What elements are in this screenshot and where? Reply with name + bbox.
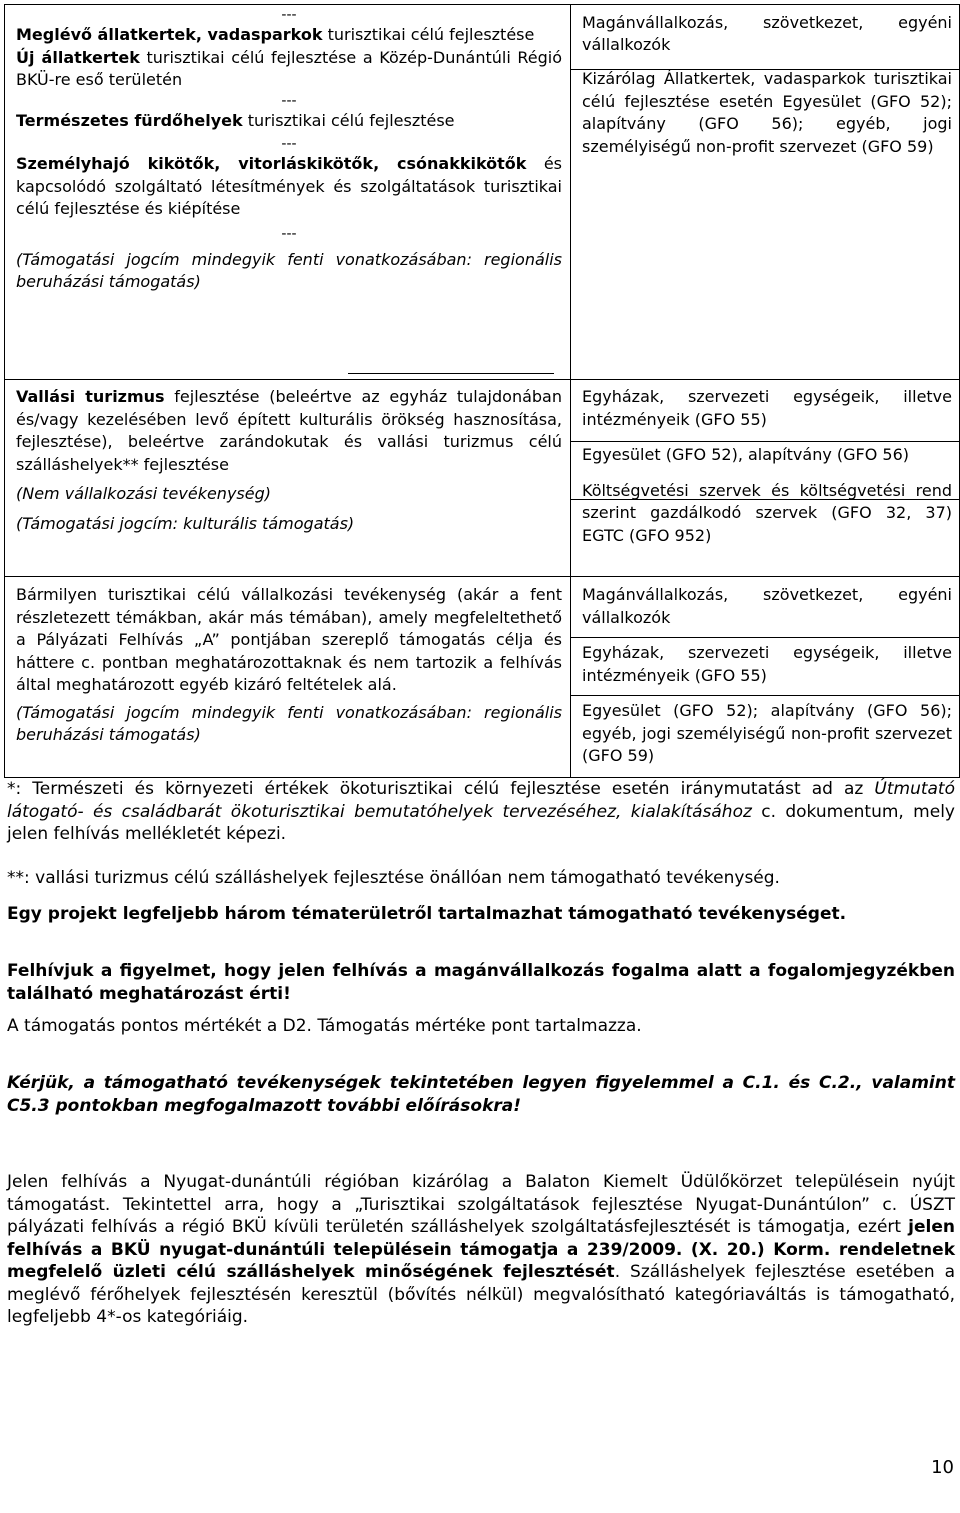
- notice-three-topics: Egy projekt legfeljebb három tématerületről tartalmazhat támogatható tevékenységet.: [7, 904, 847, 924]
- activity-any-tourism: Bármilyen turisztikai célú vállalkozási tevékenység (akár a fent részletezett témákban, akár más témában), amely megfeleltethető a Pályázati Felhívás „A” pontjában szereplő támogatás célja és háttere c. pontban meghatározottaknak és nem tartozik a felhívás által meghatározott egyéb kizáró feltételek alá.: [16, 585, 562, 694]
- activity-religious: [16, 386, 562, 476]
- eligible-applicant: Egyházak, szervezeti egységeik, illetve intézményeik (GFO 55): [582, 387, 952, 429]
- row1-right-cell: [582, 12, 952, 158]
- activities-table: [4, 4, 960, 778]
- activity-text: turisztikai célú fejlesztése a Közép-Dunántúli Régió BKÜ-re eső területén: [16, 47, 562, 89]
- underline-mark: [348, 373, 554, 374]
- eligible-applicant: Magánvállalkozás, szövetkezet, egyéni vállalkozók: [582, 585, 952, 627]
- activity-bathing: [16, 110, 562, 133]
- page-number: 10: [931, 1457, 954, 1478]
- activity-new-zoos: [16, 47, 562, 92]
- activity-text: turisztikai célú fejlesztése: [242, 110, 455, 130]
- regional-scope-paragraph: Jelen felhívás a Nyugat-dunántúli régióban kizárólag a Balaton Kiemelt Üdülőkörzet településein nyújt támogatást. Tekintettel arra, hogy a „Turisztikai szolgáltatások fejlesztése Nyugat-Dunántúlon” c. ÚSZT pályázati felhívás a régió BKÜ kívüli területén szálláshelyek szolgáltatásfejlesztését is támogatja, ezért jelen felhívás a BKÜ nyugat-dunántúli településein támogatja a 239/2009. (X. 20.) Korm. rendeletnek megfelelő üzleti célú szálláshelyek minőségének fejlesztését. Szálláshelyek fejlesztése esetében a meglévő férőhelyek fejlesztésén keresztül (bővítés nélkül) megvalósítható kategóriaváltás is támogatható, legfeljebb 4*-os kategóriáig.: [7, 1172, 956, 1327]
- activity-text: turisztikai célú fejlesztése: [322, 25, 535, 44]
- support-note: (Támogatási jogcím: kulturális támogatás): [16, 513, 355, 533]
- separator-dash: ---: [281, 7, 297, 23]
- eligible-applicant: Egyesület (GFO 52), alapítvány (GFO 56): [582, 445, 910, 464]
- support-note: (Támogatási jogcím mindegyik fenti vonatkozásában: regionális beruházási támogatás): [16, 249, 562, 291]
- table-border-top: [4, 4, 960, 5]
- footnote-religious: **: vallási turizmus célú szálláshelyek fejlesztése önállóan nem támogatható tevékenység.: [7, 868, 780, 888]
- separator-dash: ---: [281, 92, 297, 109]
- notice-private-enterprise: Felhívjuk a figyelmet, hogy jelen felhívás a magánvállalkozás fogalma alatt a fogalomjegyzékben található meghatározást érti!: [7, 961, 955, 1004]
- notice-further-requirements: Kérjük, a támogatható tevékenységek tekintetében legyen figyelemmel a C.1. és C.2., valamint C5.3 pontokban megfogalmazott további előírásokra!: [7, 1073, 955, 1116]
- table-border-left: [4, 4, 5, 778]
- activity-title: Vallási turizmus: [16, 387, 165, 406]
- separator-dash: ---: [281, 136, 297, 152]
- row-divider-2: [4, 576, 960, 577]
- eligible-applicant: Egyesület (GFO 52); alapítvány (GFO 56); egyéb, jogi személyiségű non-profit szervezet (GFO 59): [582, 701, 952, 765]
- row2-right-cell: [582, 386, 952, 547]
- eligible-applicant: Magánvállalkozás, szövetkezet, egyéni vállalkozók: [582, 13, 952, 54]
- row2-left-cell: [16, 386, 562, 535]
- table-column-divider: [570, 4, 571, 778]
- support-rate-reference: A támogatás pontos mértékét a D2. Támogatás mértéke pont tartalmazza.: [7, 1016, 642, 1036]
- row3-right-cell: [582, 584, 952, 768]
- row-divider-1: [4, 379, 960, 380]
- activity-title: Meglévő állatkertek, vadasparkok: [16, 25, 323, 44]
- eligible-applicant: Egyházak, szervezeti egységeik, illetve intézményeik (GFO 55): [582, 643, 952, 685]
- non-business-note: (Nem vállalkozási tevékenység): [16, 484, 271, 503]
- separator-dash: ---: [281, 225, 297, 242]
- activity-ports: [16, 153, 562, 221]
- eligible-applicant: Költségvetési szervek és költségvetési rend szerint gazdálkodó szervek (GFO 32, 37) EGTC (GFO 952): [582, 480, 952, 545]
- activity-text: és kapcsolódó szolgáltató létesítmények és szolgáltatások turisztikai célú fejlesztése és kiépítése: [16, 154, 563, 218]
- activity-title: Személyhajó kikötők, vitorláskikötők, csónakkikötők: [16, 154, 527, 173]
- activity-title: Természetes fürdőhelyek: [16, 110, 243, 130]
- activity-zoos: [16, 24, 562, 47]
- footnote-ecotourism: *: Természeti és környezeti értékek ökoturisztikai célú fejlesztése esetén iránymutatást ad az Útmutató látogató- és családbarát ökoturisztikai bemutatóhelyek tervezéséhez, kialakításához c. dokumentum, mely jelen felhívás mellékletét képezi.: [7, 779, 955, 844]
- support-note: (Támogatási jogcím mindegyik fenti vonatkozásában: regionális beruházási támogatás): [16, 702, 562, 744]
- row1-left-cell: [16, 6, 562, 294]
- activity-title: Új állatkertek: [16, 47, 140, 67]
- activity-text: fejlesztése (beleértve az egyház tulajdonában és/vagy kezelésében levő épített kulturális örökség hasznosítása, fejlesztése), beleértve zarándokutak és vallási turizmus célú szálláshelyek** fejlesztése: [16, 387, 562, 474]
- row3-left-cell: [16, 584, 562, 747]
- eligible-applicant: Kizárólag Állatkertek, vadasparkok turisztikai célú fejlesztése esetén Egyesület (GFO 52); alapítvány (GFO 56); egyéb, jogi személyiségű non-profit szervezet (GFO 59): [582, 69, 952, 156]
